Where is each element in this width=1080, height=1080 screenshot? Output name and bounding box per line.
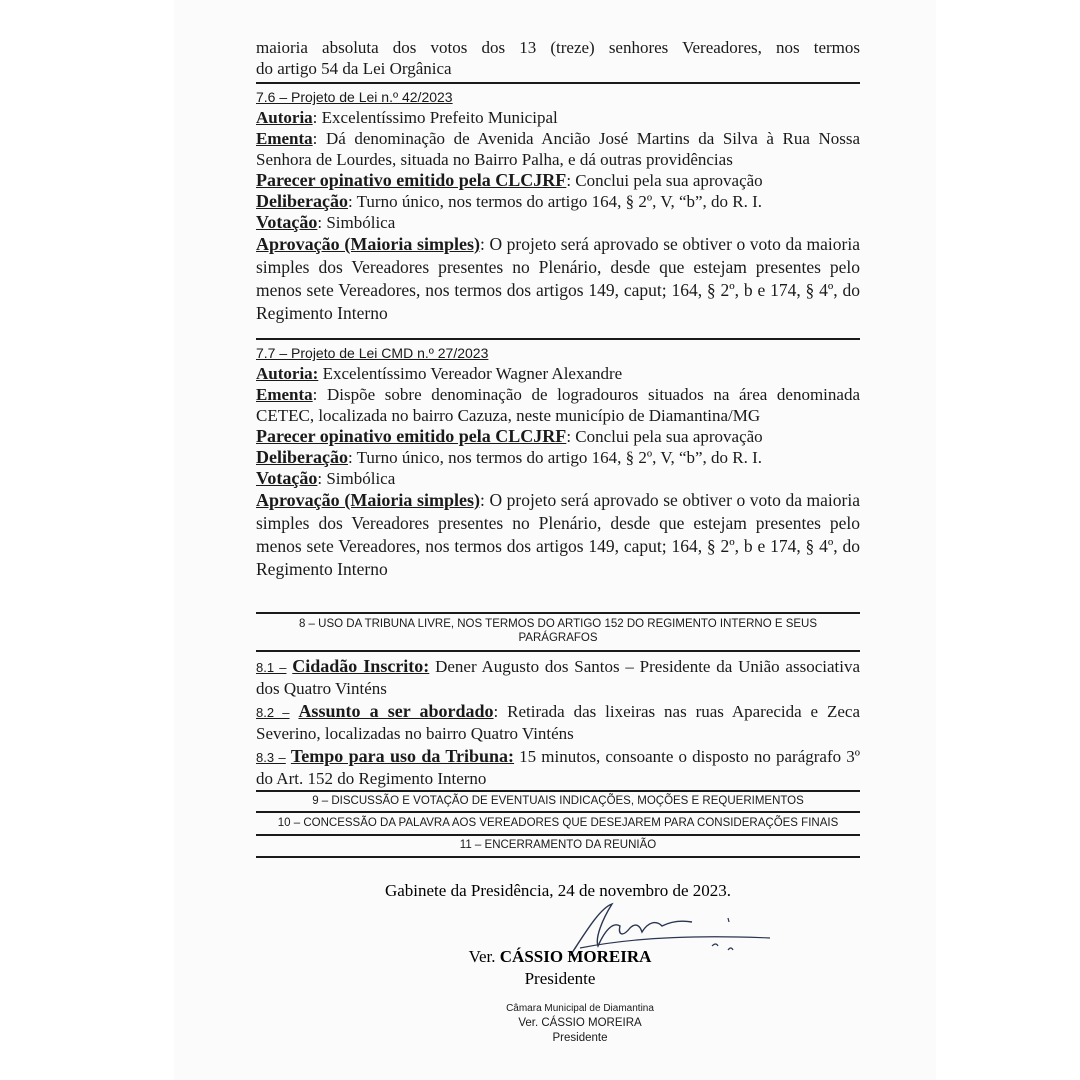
divider (256, 612, 860, 614)
signer-line (300, 946, 820, 967)
divider (256, 650, 860, 652)
entry-text: Dener Augusto dos Santos – Presidente da União associativa dos Quatro Vinténs (256, 657, 861, 698)
parecer-label: Parecer opinativo emitido pela CLCJRF (256, 170, 567, 190)
item-heading: 7.7 – Projeto de Lei CMD n.º 27/2023 (256, 345, 489, 361)
parecer-text: : Conclui pela sua aprovação (566, 171, 763, 190)
aprovacao-text: : O projeto será aprovado se obtiver o voto da maioria simples dos Vereadores presentes no Plenário, desde que estejam presentes pelo menos sete Vereadores, nos termos dos artigos 149, caput; 164, § 2º, b e 174, § 4º, do Regimento Interno (256, 234, 860, 323)
deliberacao-text: : Turno único, nos termos do artigo 164, § 2º, V, “b”, do R. I. (347, 448, 763, 467)
entry-number: 8.3 – (256, 750, 286, 765)
votacao-row (256, 212, 860, 233)
entry-8-1 (256, 656, 860, 699)
stamp-line-1: Câmara Municipal de Diamantina (506, 1003, 654, 1014)
autoria-row (256, 363, 860, 384)
entry-label: Tempo para uso da Tribuna: (290, 746, 515, 766)
intro-line-2: do artigo 54 da Lei Orgânica (256, 59, 452, 78)
signer-prefix: Ver. (468, 947, 500, 966)
aprovacao-row (256, 233, 860, 325)
signer-name: CÁSSIO MOREIRA (499, 947, 652, 966)
aprovacao-text: : O projeto será aprovado se obtiver o voto da maioria simples dos Vereadores presentes no Plenário, desde que estejam presentes pelo menos sete Vereadores, nos termos dos artigos 149, caput; 164, § 2º, b e 174, § 4º, do Regimento Interno (256, 490, 860, 579)
votacao-label: Votação (256, 468, 318, 488)
section-8-title (256, 617, 860, 645)
divider (256, 82, 860, 84)
autoria-label: Autoria: (256, 364, 319, 383)
entry-8-2 (256, 701, 860, 744)
section-8-title-line-1: 8 – USO DA TRIBUNA LIVRE, NOS TERMOS DO ARTIGO 152 DO REGIMENTO INTERNO E SEUS (298, 618, 818, 630)
ementa-row (256, 384, 860, 426)
signer-role: Presidente (524, 969, 596, 988)
ementa-text: : Dá denominação de Avenida Ancião José Martins da Silva à Rua Nossa Senhora de Lourdes, situada no Bairro Palha, e dá outras providências (256, 129, 860, 169)
item-7-6 (256, 88, 860, 325)
entry-number: 8.1 – (256, 660, 287, 675)
votacao-text: : Simbólica (317, 213, 396, 232)
parecer-label: Parecer opinativo emitido pela CLCJRF (256, 426, 567, 446)
divider (256, 338, 860, 340)
intro-line-1: maioria absoluta dos votos dos 13 (treze) senhores Vereadores, nos termos (256, 38, 860, 57)
ementa-text: : Dispõe sobre denominação de logradouros situados na área denominada CETEC, localizada no bairro Cazuza, neste município de Diamantina/MG (256, 385, 860, 425)
item-7-7 (256, 344, 860, 581)
deliberacao-row (256, 191, 860, 212)
votacao-text: : Simbólica (317, 469, 396, 488)
parecer-row (256, 170, 860, 191)
official-stamp (450, 1002, 710, 1045)
autoria-row: Autoria: Excelentíssimo Prefeito Municipal (256, 108, 558, 127)
entry-label: Assunto a ser abordado (298, 701, 494, 721)
section-8-entries (256, 656, 860, 789)
divider (256, 834, 860, 836)
section-9-title: 9 – DISCUSSÃO E VOTAÇÃO DE EVENTUAIS INDICAÇÕES, MOÇÕES E REQUERIMENTOS (312, 795, 804, 807)
entry-text: : Retirada das lixeiras nas ruas Aparecida e Zeca Severino, localizadas no bairro Quatro Vinténs (256, 702, 860, 743)
parecer-text: : Conclui pela sua aprovação (566, 427, 763, 446)
votacao-row (256, 468, 860, 489)
ementa-label: Ementa (256, 129, 313, 148)
stamp-line-2: Ver. CÁSSIO MOREIRA (518, 1017, 642, 1029)
votacao-label: Votação (256, 212, 318, 232)
parecer-row (256, 426, 860, 447)
ementa-row (256, 128, 860, 170)
deliberacao-text: : Turno único, nos termos do artigo 164, § 2º, V, “b”, do R. I. (347, 192, 763, 211)
ementa-label: Ementa (256, 385, 313, 404)
aprovacao-row (256, 489, 860, 581)
entry-8-3 (256, 746, 860, 789)
intro-paragraph (256, 37, 860, 79)
stamp-line-3: Presidente (552, 1032, 608, 1044)
closing-date: Gabinete da Presidência, 24 de novembro de 2023. (384, 881, 732, 900)
divider (256, 790, 860, 792)
deliberacao-label: Deliberação (256, 447, 348, 467)
entry-number: 8.2 – (256, 705, 290, 720)
aprovacao-label: Aprovação (Maioria simples) (256, 490, 481, 510)
autoria-text: Excelentíssimo Prefeito Municipal (317, 108, 558, 127)
divider (256, 811, 860, 813)
divider (256, 856, 860, 858)
autoria-text: Excelentíssimo Vereador Wagner Alexandre (318, 364, 623, 383)
section-10-title: 10 – CONCESSÃO DA PALAVRA AOS VEREADORES QUE DESEJAREM PARA CONSIDERAÇÕES FINAIS (277, 817, 839, 829)
aprovacao-label: Aprovação (Maioria simples) (256, 234, 481, 254)
deliberacao-label: Deliberação (256, 191, 348, 211)
section-8-title-line-2: PARÁGRAFOS (518, 632, 598, 644)
item-heading: 7.6 – Projeto de Lei n.º 42/2023 (256, 89, 453, 105)
section-11-title: 11 – ENCERRAMENTO DA REUNIÃO (459, 839, 657, 851)
deliberacao-row (256, 447, 860, 468)
entry-label: Cidadão Inscrito: (292, 656, 430, 676)
entry-text: 15 minutos, consoante o disposto no parágrafo 3º do Art. 152 do Regimento Interno (256, 747, 860, 788)
autoria-label: Autoria (256, 108, 313, 127)
